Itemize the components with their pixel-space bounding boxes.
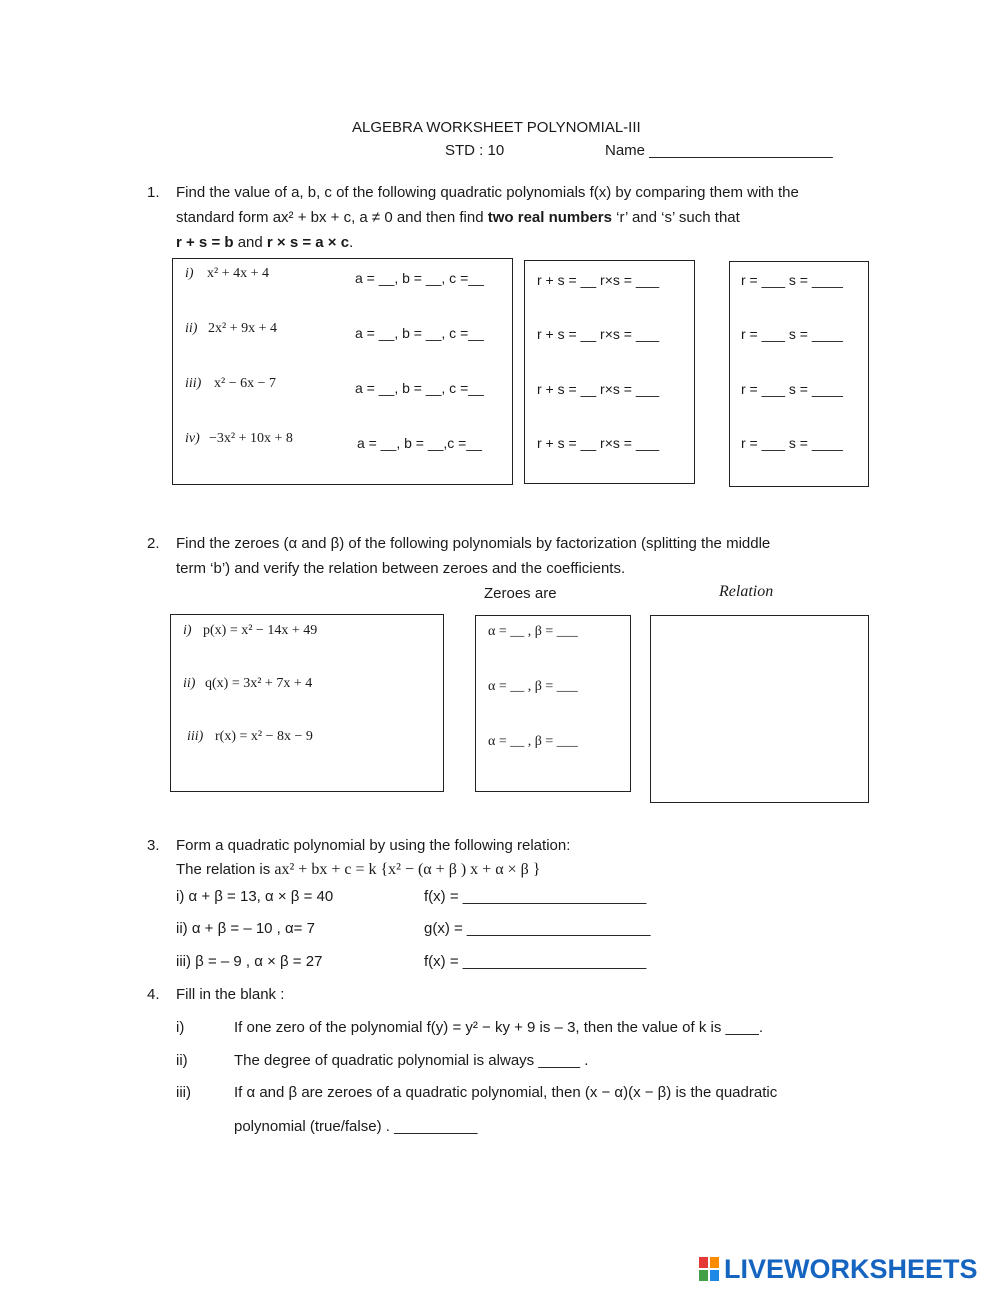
q1-and: and (233, 234, 267, 251)
q2-row-zeroes-blanks[interactable]: α = __ , β = ___ (488, 679, 578, 694)
q2-row-label: ii) (183, 676, 196, 691)
q1-row-label: i) (185, 266, 194, 281)
q2-row-label: iii) (187, 729, 204, 744)
q4-item-text[interactable]: The degree of quadratic polynomial is always _____ . (234, 1052, 589, 1069)
q2-relation-heading: Relation (719, 583, 774, 600)
q1-two-real-numbers: two real numbers (487, 209, 612, 226)
q3-condition: ii) α + β = – 10 , α= 7 (176, 920, 315, 937)
q2-relation-box[interactable] (650, 615, 869, 803)
q3-condition: i) α + β = 13, α × β = 40 (176, 888, 334, 905)
q4-number: 4. (147, 986, 160, 1003)
q1-product-condition: r × s = a × c (266, 234, 350, 251)
q4-item-text: If α and β are zeroes of a quadratic polynomial, then (x − α)(x − β) is the quadratic (234, 1084, 778, 1101)
q4-item-label: ii) (176, 1052, 188, 1069)
q1-row-label: ii) (185, 321, 198, 336)
q3-relation-formula: ax² + bx + c = k {x² − (α + β ) x + α × β } (274, 861, 541, 878)
q1-row-sum-product-blanks[interactable]: r + s = __ r×s = ___ (537, 381, 660, 397)
liveworksheets-logo-text: LIVEWORKSHEETS (724, 1253, 978, 1284)
q1-line1: Find the value of a, b, c of the following quadratic polynomials f(x) by comparing them with the (176, 184, 799, 201)
q2-polynomials-box (170, 614, 444, 792)
std-label: STD : 10 (445, 142, 505, 159)
q2-zeroes-heading: Zeroes are (484, 585, 557, 602)
liveworksheets-logo (699, 1253, 978, 1284)
q1-row-rs-blanks[interactable]: r = ___ s = ____ (741, 381, 843, 397)
q1-row-sum-product-blanks[interactable]: r + s = __ r×s = ___ (537, 272, 660, 288)
q1-line2 (176, 209, 740, 226)
q1-line2-end: ‘r’ and ‘s’ such that (611, 209, 740, 226)
worksheet-title: ALGEBRA WORKSHEET POLYNOMIAL-III (352, 119, 641, 136)
q1-row-polynomial: 2x² + 9x + 4 (208, 321, 277, 336)
q1-number: 1. (147, 184, 160, 201)
q1-row-rs-blanks[interactable]: r = ___ s = ____ (741, 326, 843, 342)
q2-line2: term ‘b’) and verify the relation between zeroes and the coefficients. (176, 560, 626, 577)
q3-line2 (176, 861, 540, 879)
q2-number: 2. (147, 535, 160, 552)
name-field[interactable]: Name ______________________ (605, 142, 833, 159)
q1-row-label: iii) (185, 376, 202, 391)
q2-zeroes-box (475, 615, 631, 792)
q3-function-blank[interactable]: g(x) = ______________________ (424, 920, 651, 937)
q2-line1: Find the zeroes (α and β) of the following polynomials by factorization (splitting the middle (176, 535, 771, 552)
q1-row-label: iv) (185, 431, 200, 446)
q1-period: . (349, 234, 354, 251)
q2-row-label: i) (183, 623, 192, 638)
q4-heading: Fill in the blank : (176, 986, 285, 1003)
q3-relation-lead: The relation is (176, 861, 275, 878)
q3-function-blank[interactable]: f(x) = ______________________ (424, 888, 647, 905)
q1-row-abc-blanks[interactable]: a = __, b = __, c =__ (355, 380, 484, 396)
q2-row-zeroes-blanks[interactable]: α = __ , β = ___ (488, 624, 578, 639)
q1-row-abc-blanks[interactable]: a = __, b = __,c =__ (357, 435, 482, 451)
q1-sum-condition: r + s = b (176, 234, 234, 251)
q1-line2-text: standard form ax² + bx + c, a ≠ 0 and then find (176, 209, 488, 226)
q3-line1: Form a quadratic polynomial by using the following relation: (176, 837, 571, 854)
q2-row-polynomial: r(x) = x² − 8x − 9 (215, 729, 313, 744)
q1-row-abc-blanks[interactable]: a = __, b = __, c =__ (355, 270, 484, 286)
q3-function-blank[interactable]: f(x) = ______________________ (424, 953, 647, 970)
q3-condition: iii) β = – 9 , α × β = 27 (176, 953, 323, 970)
q1-row-polynomial: x² + 4x + 4 (207, 266, 269, 281)
q2-row-zeroes-blanks[interactable]: α = __ , β = ___ (488, 734, 578, 749)
liveworksheets-logo-icon (699, 1257, 719, 1281)
q2-row-polynomial: q(x) = 3x² + 7x + 4 (205, 676, 313, 691)
q1-row-polynomial: x² − 6x − 7 (214, 376, 276, 391)
q1-row-rs-blanks[interactable]: r = ___ s = ____ (741, 272, 843, 288)
q4-item-label: iii) (176, 1084, 191, 1101)
q1-rs-values-box (729, 261, 869, 487)
q4-item-continuation[interactable]: polynomial (true/false) . __________ (234, 1118, 478, 1135)
q1-line3 (176, 234, 353, 251)
q1-row-sum-product-blanks[interactable]: r + s = __ r×s = ___ (537, 435, 660, 451)
q1-row-polynomial: −3x² + 10x + 8 (209, 431, 293, 446)
q4-item-text[interactable]: If one zero of the polynomial f(y) = y² − ky + 9 is – 3, then the value of k is ____. (234, 1019, 764, 1036)
q1-row-abc-blanks[interactable]: a = __, b = __, c =__ (355, 325, 484, 341)
q1-row-rs-blanks[interactable]: r = ___ s = ____ (741, 435, 843, 451)
q4-item-label: i) (176, 1019, 185, 1036)
q2-row-polynomial: p(x) = x² − 14x + 49 (203, 623, 318, 638)
q3-number: 3. (147, 837, 160, 854)
q1-row-sum-product-blanks[interactable]: r + s = __ r×s = ___ (537, 326, 660, 342)
